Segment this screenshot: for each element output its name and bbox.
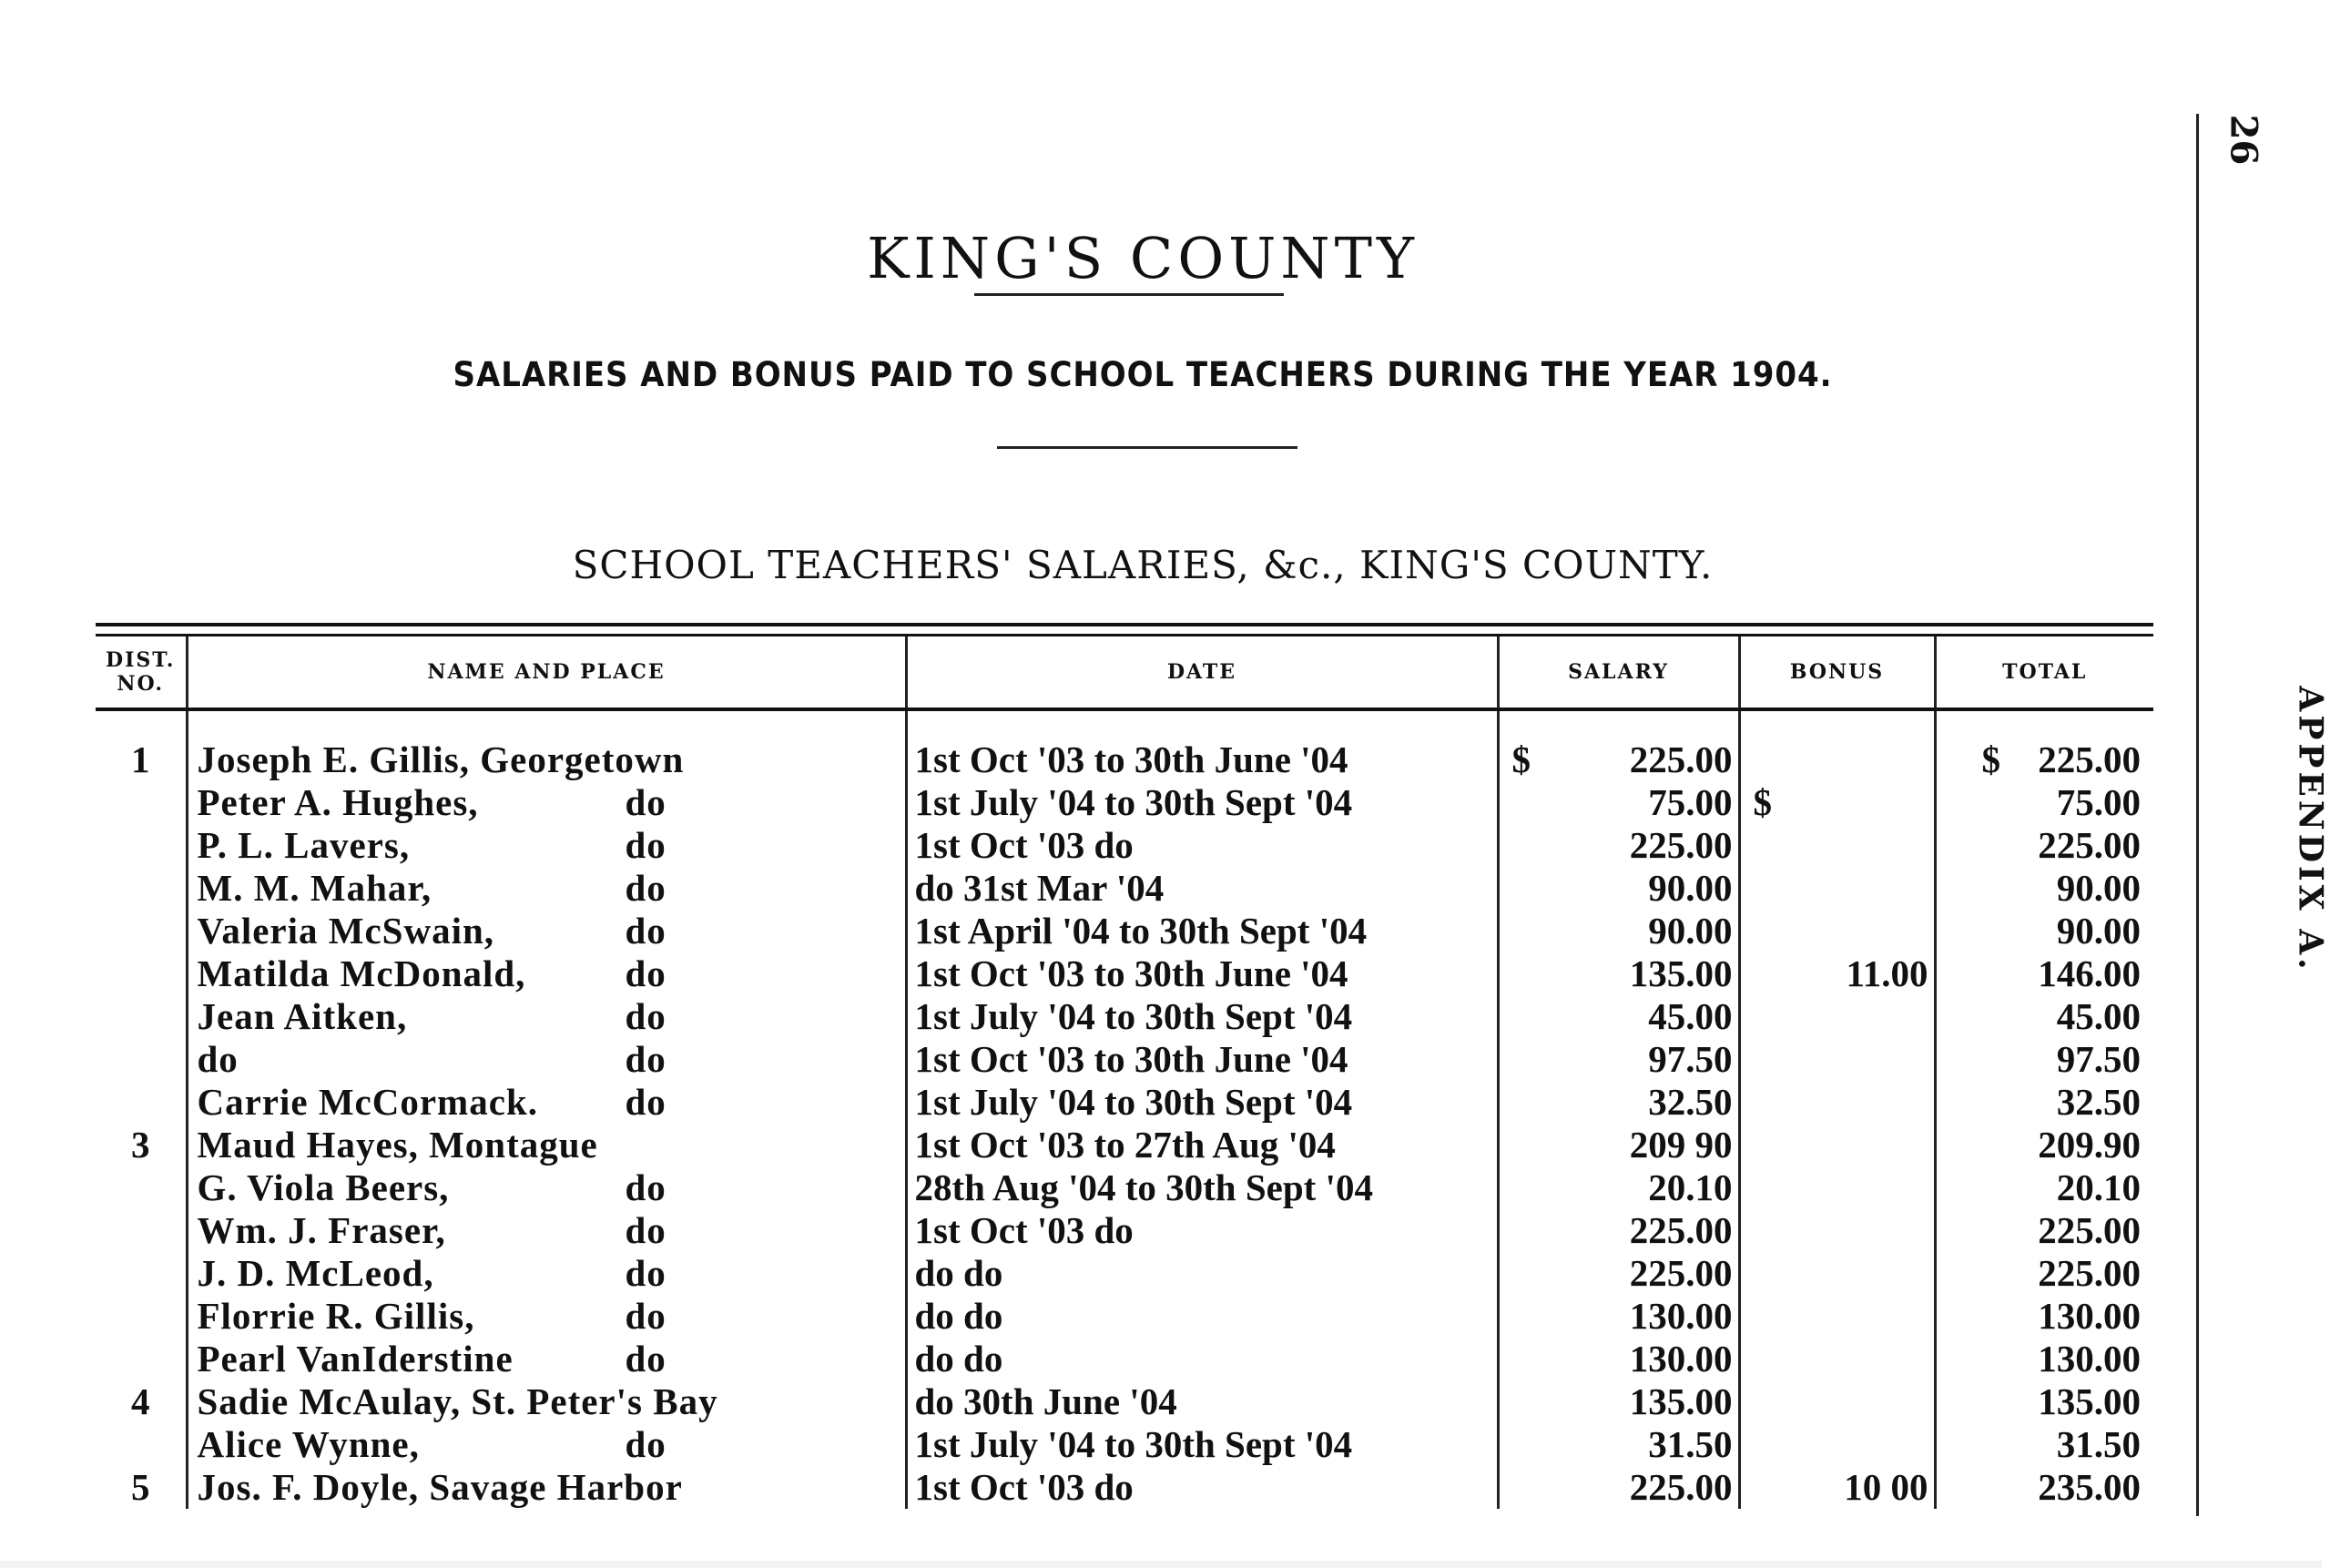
salary-value: 130.00: [1629, 1295, 1733, 1337]
total-value: 45.00: [2056, 995, 2141, 1037]
total-cell: [1935, 709, 2153, 781]
total-value: 32.50: [2056, 1081, 2141, 1123]
date-range-cell: 1st Oct '03 do: [906, 824, 1498, 867]
teacher-place: do: [625, 910, 666, 952]
teacher-name: Carrie McCormack.: [197, 1081, 538, 1123]
table-row: [96, 1081, 2153, 1124]
date-range-cell: 28th Aug '04 to 30th Sept '04: [906, 1166, 1498, 1209]
scan-edge: [0, 1561, 2322, 1568]
name-and-place-cell: [187, 1423, 906, 1466]
currency-symbol: $: [1753, 781, 1772, 823]
name-and-place-cell: [187, 709, 906, 781]
salary-cell: [1498, 995, 1739, 1038]
bonus-cell: [1739, 867, 1935, 910]
district-number-cell: 5: [96, 1466, 187, 1509]
table-row: [96, 1338, 2153, 1380]
salary-cell: [1498, 952, 1739, 995]
date-range-cell: 1st Oct '03 do: [906, 1466, 1498, 1509]
bonus-value: 10 00: [1844, 1466, 1928, 1508]
name-and-place-cell: [187, 1252, 906, 1295]
bonus-cell: [1739, 824, 1935, 867]
total-value: 146.00: [2038, 952, 2141, 994]
teacher-name: do: [197, 1038, 239, 1080]
table-row: [96, 1166, 2153, 1209]
name-and-place-cell: [187, 1038, 906, 1081]
total-value: 75.00: [2056, 781, 2141, 823]
date-range-cell: 1st Oct '03 to 30th June '04: [906, 952, 1498, 995]
teacher-name: Alice Wynne,: [197, 1423, 420, 1465]
salary-value: 90.00: [1648, 910, 1733, 952]
district-number-cell: [96, 1081, 187, 1124]
total-value: 225.00: [2038, 1209, 2141, 1251]
district-number-cell: [96, 910, 187, 952]
table-row: [96, 952, 2153, 995]
total-cell: [1935, 781, 2153, 824]
salary-value: 90.00: [1648, 867, 1733, 909]
district-number-cell: [96, 952, 187, 995]
salary-cell: [1498, 1423, 1739, 1466]
district-number-cell: [96, 1209, 187, 1252]
salary-value: 20.10: [1648, 1166, 1733, 1208]
salary-cell: [1498, 824, 1739, 867]
teacher-place: do: [625, 1038, 666, 1080]
total-value: 130.00: [2038, 1338, 2141, 1380]
bonus-cell: [1739, 1423, 1935, 1466]
salary-cell: [1498, 1166, 1739, 1209]
district-number-cell: [96, 1423, 187, 1466]
date-range-cell: do do: [906, 1252, 1498, 1295]
salary-cell: [1498, 1209, 1739, 1252]
salary-value: 32.50: [1648, 1081, 1733, 1123]
date-range-cell: 1st July '04 to 30th Sept '04: [906, 1423, 1498, 1466]
date-range-cell: 1st Oct '03 do: [906, 1209, 1498, 1252]
bonus-cell: [1739, 1338, 1935, 1380]
salary-value: 130.00: [1629, 1338, 1733, 1380]
teacher-name: J. D. McLeod,: [197, 1252, 434, 1294]
salary-value: 97.50: [1648, 1038, 1733, 1080]
page-subtitle: SALARIES AND BONUS PAID TO SCHOOL TEACHERS DURING THE YEAR 1904.: [453, 355, 1833, 394]
bonus-cell: [1739, 1038, 1935, 1081]
bonus-cell: [1739, 1166, 1935, 1209]
total-value: 97.50: [2056, 1038, 2141, 1080]
total-cell: [1935, 995, 2153, 1038]
salary-cell: [1498, 910, 1739, 952]
table-header-row: [96, 636, 2153, 709]
teacher-place: do: [625, 1252, 666, 1294]
name-and-place-cell: [187, 781, 906, 824]
total-cell: [1935, 867, 2153, 910]
district-number-cell: [96, 1038, 187, 1081]
bonus-cell: [1739, 1466, 1935, 1509]
name-and-place-cell: [187, 1466, 906, 1509]
teacher-place: do: [625, 1081, 666, 1123]
name-and-place-cell: [187, 1338, 906, 1380]
bonus-cell: [1739, 1081, 1935, 1124]
salary-cell: [1498, 1380, 1739, 1423]
name-and-place-cell: [187, 952, 906, 995]
bonus-value: 11.00: [1846, 952, 1928, 994]
name-and-place-cell: [187, 867, 906, 910]
name-and-place-cell: [187, 1209, 906, 1252]
teacher-place: do: [625, 1166, 666, 1208]
district-number-cell: [96, 1295, 187, 1338]
name-and-place-cell: [187, 824, 906, 867]
salary-cell: [1498, 1081, 1739, 1124]
appendix-margin-rule: [2196, 114, 2199, 1516]
teacher-place: do: [625, 1209, 666, 1251]
table-row: [96, 1124, 2153, 1166]
total-value: 31.50: [2056, 1423, 2141, 1465]
total-value: 90.00: [2056, 910, 2141, 952]
teacher-name: G. Viola Beers,: [197, 1166, 450, 1208]
teacher-name: Joseph E. Gillis, Georgetown: [197, 738, 685, 780]
name-and-place-cell: [187, 910, 906, 952]
table-row: [96, 1423, 2153, 1466]
total-cell: [1935, 1423, 2153, 1466]
date-range-cell: 1st April '04 to 30th Sept '04: [906, 910, 1498, 952]
name-and-place-cell: [187, 995, 906, 1038]
date-range-cell: 1st July '04 to 30th Sept '04: [906, 1081, 1498, 1124]
bonus-cell: [1739, 952, 1935, 995]
date-range-cell: do 31st Mar '04: [906, 867, 1498, 910]
district-number-cell: [96, 781, 187, 824]
name-and-place-cell: [187, 1295, 906, 1338]
salary-value: 75.00: [1648, 781, 1733, 823]
bonus-cell: [1739, 781, 1935, 824]
salary-cell: [1498, 1252, 1739, 1295]
total-value: 135.00: [2038, 1380, 2141, 1422]
salary-value: 45.00: [1648, 995, 1733, 1037]
date-range-cell: 1st Oct '03 to 30th June '04: [906, 1038, 1498, 1081]
salary-value: 225.00: [1629, 1252, 1733, 1294]
teacher-name: Peter A. Hughes,: [197, 781, 479, 823]
total-cell: [1935, 1338, 2153, 1380]
total-cell: [1935, 1081, 2153, 1124]
column-header-bonus: BONUS: [1739, 636, 1935, 709]
table-row: [96, 824, 2153, 867]
teacher-place: do: [625, 1423, 666, 1465]
table-row: [96, 1252, 2153, 1295]
teacher-place: do: [625, 952, 666, 994]
salary-cell: [1498, 867, 1739, 910]
total-cell: [1935, 1166, 2153, 1209]
teacher-place: do: [625, 824, 666, 866]
bonus-cell: [1739, 1295, 1935, 1338]
total-value: 235.00: [2038, 1466, 2141, 1508]
total-cell: [1935, 824, 2153, 867]
date-range-cell: 1st Oct '03 to 27th Aug '04: [906, 1124, 1498, 1166]
table-row: [96, 1295, 2153, 1338]
total-cell: [1935, 1209, 2153, 1252]
teacher-name: Wm. J. Fraser,: [197, 1209, 446, 1251]
teacher-name: Jos. F. Doyle, Savage Harbor: [197, 1466, 683, 1508]
bonus-cell: [1739, 1209, 1935, 1252]
salary-table-wrapper: [96, 623, 2153, 1509]
total-value: 225.00: [2038, 824, 2141, 866]
table-row: [96, 1038, 2153, 1081]
district-number-cell: 4: [96, 1380, 187, 1423]
total-cell: [1935, 1380, 2153, 1423]
total-value: 20.10: [2056, 1166, 2141, 1208]
teacher-name: P. L. Lavers,: [197, 824, 411, 866]
teacher-place: do: [625, 1338, 666, 1380]
teacher-name: Valeria McSwain,: [197, 910, 495, 952]
salary-value: 209 90: [1629, 1124, 1733, 1166]
teacher-name: Jean Aitken,: [197, 995, 408, 1037]
teacher-place: do: [625, 1295, 666, 1337]
total-value: 225.00: [2038, 738, 2141, 780]
column-header-date: DATE: [906, 636, 1498, 709]
name-and-place-cell: [187, 1166, 906, 1209]
district-number-cell: [96, 1166, 187, 1209]
table-row: [96, 1380, 2153, 1423]
table-row: [96, 781, 2153, 824]
salary-value: 225.00: [1629, 1466, 1733, 1508]
total-cell: [1935, 1252, 2153, 1295]
date-range-cell: do do: [906, 1338, 1498, 1380]
salary-value: 135.00: [1629, 952, 1733, 994]
district-number-cell: [96, 1252, 187, 1295]
salary-value: 225.00: [1629, 824, 1733, 866]
bonus-cell: [1739, 1124, 1935, 1166]
table-row: [96, 910, 2153, 952]
salary-cell: [1498, 1124, 1739, 1166]
date-range-cell: 1st July '04 to 30th Sept '04: [906, 995, 1498, 1038]
appendix-label: APPENDIX A.: [2291, 686, 2330, 973]
page-title: KING'S COUNTY: [867, 224, 1419, 291]
bonus-cell: [1739, 910, 1935, 952]
teacher-name: Pearl VanIderstine: [197, 1338, 514, 1380]
column-header-dist: DIST. NO.: [96, 636, 187, 709]
salary-cell: [1498, 781, 1739, 824]
table-row: [96, 867, 2153, 910]
teacher-name: Maud Hayes, Montague: [197, 1124, 598, 1166]
date-range-cell: 1st Oct '03 to 30th June '04: [906, 709, 1498, 781]
teacher-name: M. M. Mahar,: [197, 867, 432, 909]
page-number: 26: [2222, 114, 2265, 166]
column-header-name: NAME AND PLACE: [187, 636, 906, 709]
name-and-place-cell: [187, 1380, 906, 1423]
salary-value: 31.50: [1648, 1423, 1733, 1465]
district-number-cell: 1: [96, 709, 187, 781]
table-row: [96, 1466, 2153, 1509]
teacher-name: Sadie McAulay, St. Peter's Bay: [197, 1380, 718, 1422]
bonus-cell: [1739, 709, 1935, 823]
district-number-cell: 3: [96, 1124, 187, 1166]
total-cell: [1935, 1038, 2153, 1081]
total-cell: [1935, 952, 2153, 995]
table-heading: SCHOOL TEACHERS' SALARIES, &c., KING'S COUNTY.: [572, 543, 1714, 587]
table-row: [96, 709, 2153, 781]
salary-cell: [1498, 1338, 1739, 1380]
teacher-place: do: [625, 867, 666, 909]
salary-value: 225.00: [1629, 1209, 1733, 1251]
salary-value: 135.00: [1629, 1380, 1733, 1422]
total-value: 209.90: [2038, 1124, 2141, 1166]
date-range-cell: do 30th June '04: [906, 1380, 1498, 1423]
table-row: [96, 995, 2153, 1038]
district-number-cell: [96, 824, 187, 867]
teacher-place: do: [625, 995, 666, 1037]
title-divider: [974, 293, 1284, 296]
total-value: 225.00: [2038, 1252, 2141, 1294]
column-header-salary: SALARY: [1498, 636, 1739, 709]
total-cell: [1935, 1295, 2153, 1338]
total-cell: [1935, 1124, 2153, 1166]
table-row: [96, 1209, 2153, 1252]
subtitle-divider: [997, 446, 1297, 449]
bonus-cell: [1739, 995, 1935, 1038]
column-header-total: TOTAL: [1935, 636, 2153, 709]
name-and-place-cell: [187, 1081, 906, 1124]
table-top-rule: [96, 623, 2153, 626]
bonus-cell: [1739, 1252, 1935, 1295]
district-number-cell: [96, 995, 187, 1038]
bonus-cell: [1739, 1380, 1935, 1423]
salary-cell: [1498, 1038, 1739, 1081]
date-range-cell: do do: [906, 1295, 1498, 1338]
table-body: [96, 709, 2153, 1509]
total-cell: [1935, 1466, 2153, 1509]
teacher-name: Matilda McDonald,: [197, 952, 526, 994]
total-value: 90.00: [2056, 867, 2141, 909]
teacher-place: do: [625, 781, 666, 823]
total-cell: [1935, 910, 2153, 952]
date-range-cell: 1st July '04 to 30th Sept '04: [906, 781, 1498, 824]
salary-table: [96, 636, 2153, 1509]
salary-cell: [1498, 709, 1739, 781]
salary-cell: [1498, 1295, 1739, 1338]
total-value: 130.00: [2038, 1295, 2141, 1337]
teacher-name: Florrie R. Gillis,: [197, 1295, 475, 1337]
name-and-place-cell: [187, 1124, 906, 1166]
currency-symbol: $: [1511, 738, 1531, 780]
district-number-cell: [96, 1338, 187, 1380]
district-number-cell: [96, 867, 187, 910]
salary-cell: [1498, 1466, 1739, 1509]
currency-symbol: $: [1981, 738, 2000, 780]
salary-value: 225.00: [1629, 738, 1733, 780]
